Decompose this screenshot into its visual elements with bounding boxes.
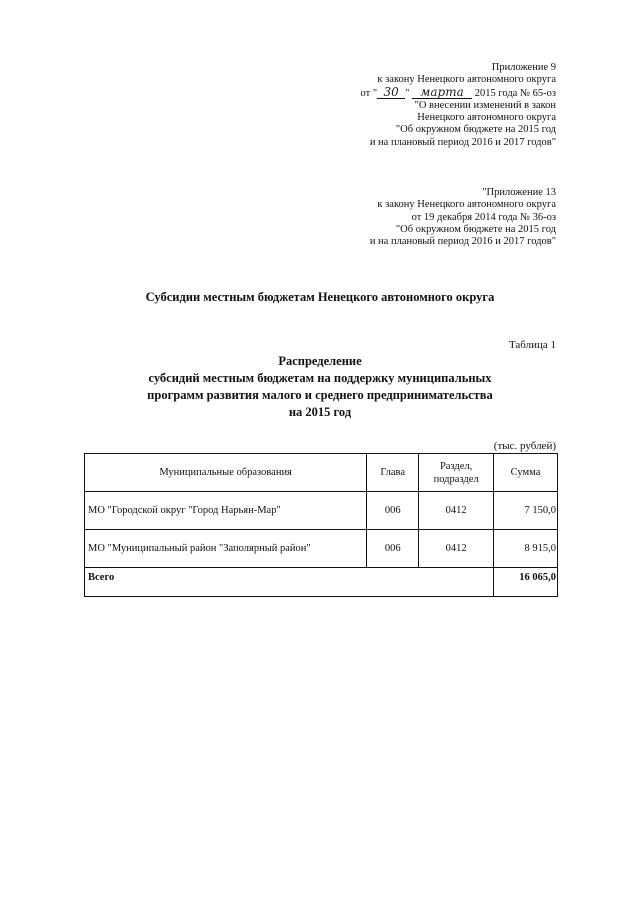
heading-line3: программ развития малого и среднего предпринимательства <box>147 388 493 402</box>
header-section-line1: Раздел, <box>439 460 473 472</box>
handwritten-month: марта <box>412 87 472 99</box>
heading-line4: на 2015 год <box>288 405 352 419</box>
appendix-13-header <box>370 187 556 248</box>
appendix-9-law: к закону Ненецкого автономного округа <box>377 74 556 86</box>
header-entity: Муниципальные образования <box>85 454 367 492</box>
table-header-row <box>85 454 558 492</box>
header-chapter: Глава <box>367 454 419 492</box>
appendix-9-title: Приложение 9 <box>491 62 556 73</box>
date-quote: " <box>405 87 410 99</box>
date-suffix: 2015 года № 65-оз <box>474 87 556 99</box>
appendix-9-amend-line2: Ненецкого автономного округа <box>417 112 556 124</box>
heading-line2: субсидий местным бюджетам на поддержку муниципальных <box>148 371 492 385</box>
appendix-9-date <box>360 84 556 100</box>
appendix-13-date: от 19 декабря 2014 года № 36-оз <box>411 211 556 223</box>
total-label: Всего <box>85 568 494 597</box>
heading-line1: Распределение <box>278 354 362 368</box>
handwritten-day: 30 <box>377 87 405 99</box>
appendix-13-law: к закону Ненецкого автономного округа <box>377 199 556 211</box>
section-title: Субсидии местным бюджетам Ненецкого автономного округа <box>145 290 495 304</box>
row-section: 0412 <box>419 492 494 530</box>
units-note: (тыс. рублей) <box>493 440 556 452</box>
table-row <box>85 530 558 568</box>
row-chapter: 006 <box>367 492 419 530</box>
date-prefix: от " <box>360 87 378 99</box>
table-row <box>85 492 558 530</box>
appendix-9-amend-line3: "Об окружном бюджете на 2015 год <box>395 124 556 136</box>
row-chapter: 006 <box>367 530 419 568</box>
header-section <box>419 454 494 492</box>
row-amount: 7 150,0 <box>494 492 558 530</box>
appendix-9-header <box>361 62 556 149</box>
header-section-line2: подраздел <box>433 473 479 485</box>
appendix-13-budget-line1: "Об окружном бюджете на 2015 год <box>395 223 556 235</box>
header-amount: Сумма <box>494 454 558 492</box>
row-entity: МО "Городской округ "Город Нарьян-Мар" <box>85 492 367 530</box>
row-section: 0412 <box>419 530 494 568</box>
row-entity: МО "Муниципальный район "Заполярный район" <box>85 530 367 568</box>
row-amount: 8 915,0 <box>494 530 558 568</box>
appendix-9-amend-line1: "О внесении изменений в закон <box>414 99 556 111</box>
total-amount: 16 065,0 <box>494 568 558 597</box>
appendix-13-title: "Приложение 13 <box>482 187 556 198</box>
table-number: Таблица 1 <box>508 339 556 351</box>
table-total-row <box>85 568 558 597</box>
subsidy-table <box>84 453 558 597</box>
appendix-13-budget-line2: и на плановый период 2016 и 2017 годов" <box>369 236 556 248</box>
appendix-9-amend-line4: и на плановый период 2016 и 2017 годов" <box>369 136 556 148</box>
distribution-heading <box>0 353 640 421</box>
